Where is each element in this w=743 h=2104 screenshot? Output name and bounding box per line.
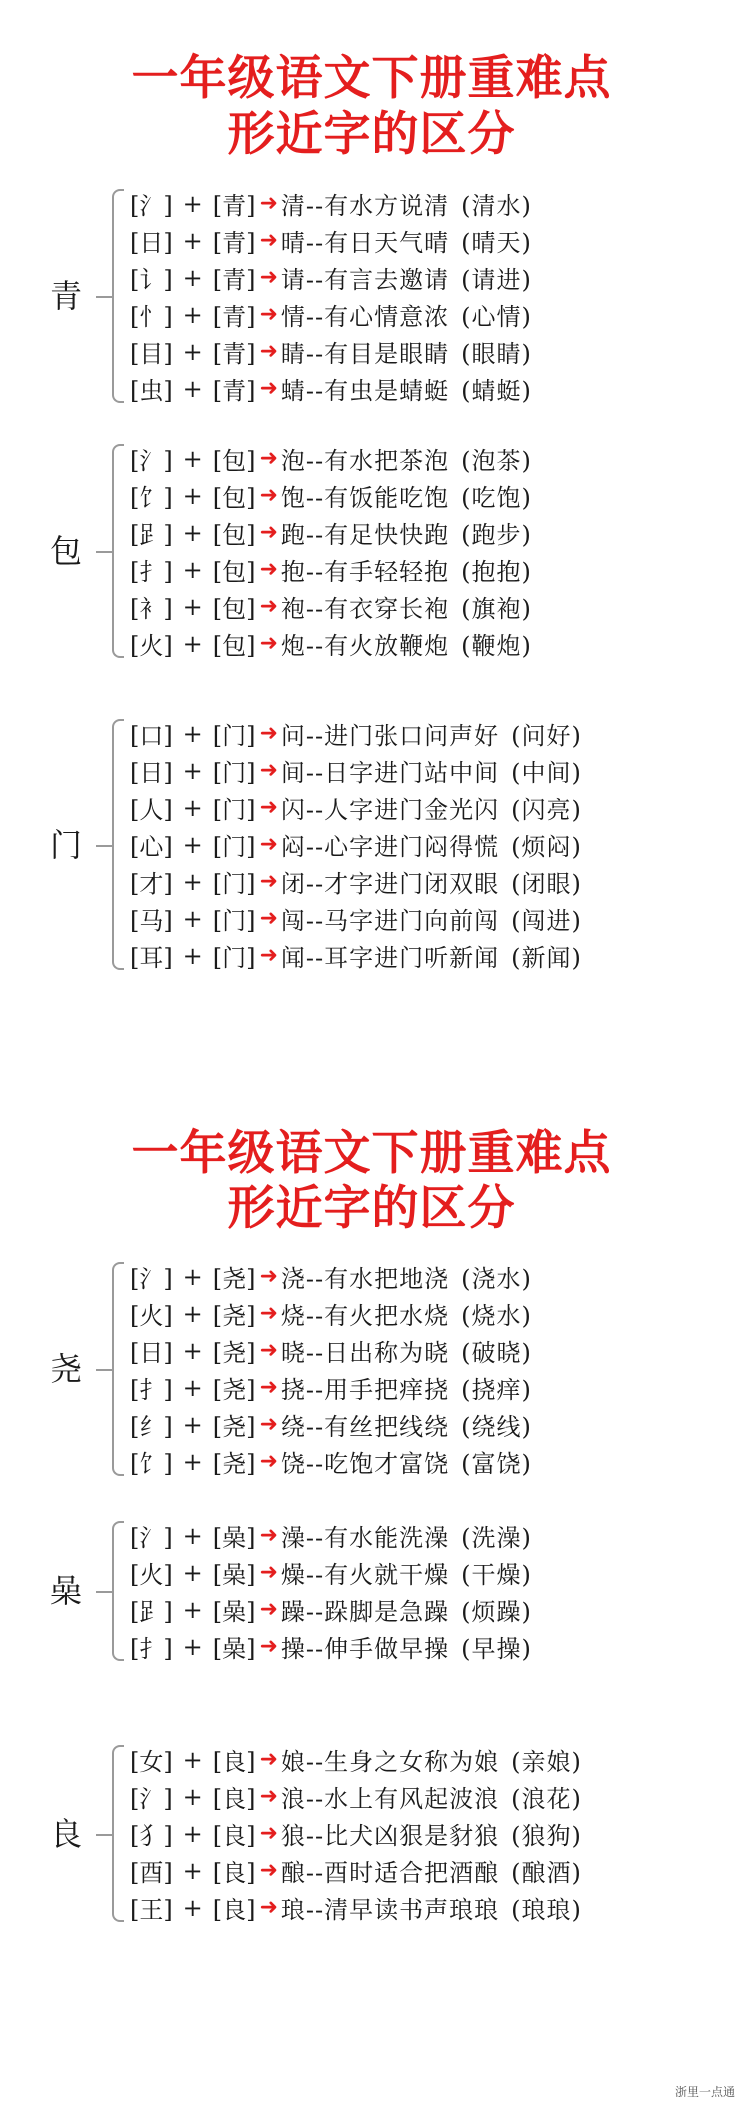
character-row [130,900,582,937]
plus-sign: + [182,1447,203,1476]
radical-part: [纟] [130,1413,173,1441]
example-word: (闯进) [511,907,582,935]
character-row [130,1591,532,1628]
example-word: (清水) [461,192,532,220]
base-part: [包] [212,632,256,660]
radical-part: [𧾷] [130,521,173,549]
group-base-character: 青 [50,277,83,315]
arrow-icon: ➜ [259,1412,278,1437]
example-word: (眼睛) [461,340,532,368]
group-men [0,715,743,974]
mnemonic-sentence: 浪--水上有风起波浪 [280,1785,500,1813]
arrow-icon: ➜ [259,869,278,894]
plus-sign: + [182,300,203,329]
character-row [130,185,532,222]
group-yao [0,1258,743,1480]
base-part: [门] [212,833,256,861]
plus-sign: + [182,1336,203,1365]
mnemonic-sentence: 闭--才字进门闭双眼 [280,870,500,898]
mnemonic-sentence: 问--进门张口问声好 [280,722,500,750]
plus-sign: + [182,1373,203,1402]
plus-sign: + [182,226,203,255]
character-row [130,259,532,296]
group-qing [0,185,743,407]
example-word: (新闻) [511,944,582,972]
radical-part: [氵] [130,1785,173,1813]
base-part: [包] [212,484,256,512]
arrow-icon: ➜ [259,721,278,746]
example-word: (浇水) [461,1265,532,1293]
mnemonic-sentence: 抱--有手轻轻抱 [280,558,450,586]
plus-sign: + [182,941,203,970]
example-word: (心情) [461,303,532,331]
radical-part: [氵] [130,1265,173,1293]
character-row [130,1554,532,1591]
mnemonic-sentence: 饱--有饭能吃饱 [280,484,450,512]
character-row [130,1517,532,1554]
section-1-title-line-2: 形近字的区分 [227,107,516,162]
radical-part: [马] [130,907,173,935]
plus-sign: + [182,189,203,218]
mnemonic-sentence: 烧--有火把水烧 [280,1302,450,1330]
character-row [130,752,582,789]
section-1-title-line-1: 一年级语文下册重难点 [131,51,612,106]
radical-part: [忄] [130,303,173,331]
base-part: [青] [212,340,256,368]
brace-tick [96,1369,112,1371]
group-base-character: 良 [50,1814,83,1853]
mnemonic-sentence: 晓--日出称为晓 [280,1339,450,1367]
character-row [130,222,532,259]
radical-part: [才] [130,870,173,898]
radical-part: [人] [130,796,173,824]
mnemonic-sentence: 清--有水方说清 [280,192,450,220]
example-word: (破晓) [461,1339,532,1367]
arrow-icon: ➜ [259,265,278,290]
character-row [130,1778,582,1815]
base-part: [青] [212,192,256,220]
mnemonic-sentence: 睛--有目是眼睛 [280,340,450,368]
character-row [130,588,532,625]
arrow-icon: ➜ [259,228,278,253]
arrow-icon: ➜ [259,557,278,582]
character-row [130,370,532,407]
radical-part: [心] [130,833,173,861]
radical-part: [女] [130,1748,173,1776]
character-row [130,296,532,333]
radical-part: [氵] [130,447,173,475]
base-part: [尧] [212,1376,256,1404]
group-brace [112,189,124,403]
arrow-icon: ➜ [259,795,278,820]
base-part: [包] [212,447,256,475]
character-row [130,440,532,477]
example-word: (请进) [461,266,532,294]
mnemonic-sentence: 跑--有足快快跑 [280,521,450,549]
arrow-icon: ➜ [259,1747,278,1772]
mnemonic-sentence: 闷--心字进门闷得慌 [280,833,500,861]
arrow-icon: ➜ [259,376,278,401]
mnemonic-sentence: 狼--比犬凶狠是豺狼 [280,1822,500,1850]
base-part: [门] [212,759,256,787]
mnemonic-sentence: 闯--马字进门向前闯 [280,907,500,935]
radical-part: [饣] [130,484,173,512]
group-base-character: 尧 [50,1350,83,1388]
plus-sign: + [182,629,203,658]
radical-part: [酉] [130,1859,173,1887]
arrow-icon: ➜ [259,446,278,471]
example-word: (狼狗) [511,1822,582,1850]
example-word: (富饶) [461,1450,532,1478]
base-part: [尧] [212,1265,256,1293]
brace-tick [96,1834,112,1836]
example-word: (闪亮) [511,796,582,824]
example-word: (问好) [511,722,582,750]
example-word: (琅琅) [511,1896,582,1924]
character-row [130,514,532,551]
arrow-icon: ➜ [259,339,278,364]
mnemonic-sentence: 晴--有日天气晴 [280,229,450,257]
plus-sign: + [182,481,203,510]
mnemonic-sentence: 情--有心情意浓 [280,303,450,331]
base-part: [门] [212,944,256,972]
character-row [130,551,532,588]
brace-tick [96,845,112,847]
example-word: (鞭炮) [461,632,532,660]
group-zao [0,1517,743,1665]
plus-sign: + [182,263,203,292]
plus-sign: + [182,1632,203,1661]
mnemonic-sentence: 酿--酉时适合把酒酿 [280,1859,500,1887]
arrow-icon: ➜ [259,483,278,508]
plus-sign: + [182,1819,203,1848]
base-part: [门] [212,722,256,750]
radical-part: [𧾷] [130,1598,173,1626]
arrow-icon: ➜ [259,302,278,327]
plus-sign: + [182,1595,203,1624]
arrow-icon: ➜ [259,906,278,931]
character-row [130,625,532,662]
plus-sign: + [182,1521,203,1550]
arrow-icon: ➜ [259,832,278,857]
plus-sign: + [182,374,203,403]
arrow-icon: ➜ [259,1634,278,1659]
character-row [130,826,582,863]
character-row [130,1295,532,1332]
radical-part: [日] [130,229,173,257]
brace-tick [96,551,112,553]
mnemonic-sentence: 燥--有火就干燥 [280,1561,450,1589]
character-row [130,1815,582,1852]
mnemonic-sentence: 琅--清早读书声琅琅 [280,1896,500,1924]
mnemonic-sentence: 炮--有火放鞭炮 [280,632,450,660]
base-part: [尧] [212,1302,256,1330]
group-brace [112,444,124,658]
example-word: (抱抱) [461,558,532,586]
mnemonic-sentence: 绕--有丝把线绕 [280,1413,450,1441]
example-word: (酿酒) [511,1859,582,1887]
arrow-icon: ➜ [259,1375,278,1400]
radical-part: [氵] [130,1524,173,1552]
mnemonic-sentence: 挠--用手把痒挠 [280,1376,450,1404]
plus-sign: + [182,1782,203,1811]
example-word: (中间) [511,759,582,787]
brace-tick [96,1591,112,1593]
plus-sign: + [182,1856,203,1885]
base-part: [喿] [212,1635,256,1663]
base-part: [喿] [212,1561,256,1589]
plus-sign: + [182,592,203,621]
watermark-text: 浙里一点通 [674,2085,735,2099]
radical-part: [扌] [130,1635,173,1663]
radical-part: [耳] [130,944,173,972]
base-part: [尧] [212,1450,256,1478]
plus-sign: + [182,793,203,822]
base-part: [良] [212,1822,256,1850]
base-part: [门] [212,907,256,935]
character-row [130,1258,532,1295]
group-brace [112,719,124,970]
plus-sign: + [182,1893,203,1922]
arrow-icon: ➜ [259,1264,278,1289]
arrow-icon: ➜ [259,758,278,783]
mnemonic-sentence: 间--日字进门站中间 [280,759,500,787]
mnemonic-sentence: 娘--生身之女称为娘 [280,1748,500,1776]
radical-part: [犭] [130,1822,173,1850]
arrow-icon: ➜ [259,1560,278,1585]
example-word: (挠痒) [461,1376,532,1404]
character-row [130,1852,582,1889]
radical-part: [讠] [130,266,173,294]
group-base-character: 喿 [50,1572,83,1610]
arrow-icon: ➜ [259,191,278,216]
base-part: [良] [212,1785,256,1813]
section-2-title-line-1: 一年级语文下册重难点 [131,1126,612,1181]
base-part: [良] [212,1748,256,1776]
arrow-icon: ➜ [259,1784,278,1809]
group-liang [0,1741,743,1926]
example-word: (早操) [461,1635,532,1663]
base-part: [喿] [212,1598,256,1626]
arrow-icon: ➜ [259,1858,278,1883]
base-part: [青] [212,303,256,331]
brace-tick [96,296,112,298]
radical-part: [日] [130,1339,173,1367]
group-base-character: 门 [50,825,83,864]
base-part: [尧] [212,1339,256,1367]
mnemonic-sentence: 操--伸手做早操 [280,1635,450,1663]
group-base-character: 包 [50,532,83,570]
radical-part: [衤] [130,595,173,623]
mnemonic-sentence: 浇--有水把地浇 [280,1265,450,1293]
plus-sign: + [182,444,203,473]
example-word: (吃饱) [461,484,532,512]
group-brace [112,1745,124,1922]
arrow-icon: ➜ [259,1449,278,1474]
mnemonic-sentence: 饶--吃饱才富饶 [280,1450,450,1478]
base-part: [包] [212,595,256,623]
base-part: [门] [212,796,256,824]
base-part: [包] [212,521,256,549]
arrow-icon: ➜ [259,1338,278,1363]
character-row [130,715,582,752]
example-word: (绕线) [461,1413,532,1441]
example-word: (晴天) [461,229,532,257]
example-word: (闭眼) [511,870,582,898]
plus-sign: + [182,756,203,785]
character-row [130,1628,532,1665]
group-brace [112,1521,124,1661]
arrow-icon: ➜ [259,943,278,968]
radical-part: [口] [130,722,173,750]
mnemonic-sentence: 请--有言去邀请 [280,266,450,294]
base-part: [青] [212,377,256,405]
example-word: (洗澡) [461,1524,532,1552]
plus-sign: + [182,337,203,366]
plus-sign: + [182,1262,203,1291]
plus-sign: + [182,1558,203,1587]
plus-sign: + [182,867,203,896]
base-part: [青] [212,266,256,294]
base-part: [良] [212,1896,256,1924]
mnemonic-sentence: 泡--有水把茶泡 [280,447,450,475]
base-part: [青] [212,229,256,257]
arrow-icon: ➜ [259,1523,278,1548]
arrow-icon: ➜ [259,1895,278,1920]
character-row [130,1406,532,1443]
plus-sign: + [182,555,203,584]
arrow-icon: ➜ [259,1301,278,1326]
group-bao [0,440,743,662]
example-word: (旗袍) [461,595,532,623]
radical-part: [目] [130,340,173,368]
mnemonic-sentence: 蜻--有虫是蜻蜓 [280,377,450,405]
radical-part: [火] [130,1561,173,1589]
base-part: [包] [212,558,256,586]
base-part: [门] [212,870,256,898]
radical-part: [火] [130,632,173,660]
character-row [130,863,582,900]
example-word: (干燥) [461,1561,532,1589]
character-row [130,1889,582,1926]
radical-part: [饣] [130,1450,173,1478]
example-word: (烦闷) [511,833,582,861]
radical-part: [扌] [130,1376,173,1404]
section-2-title-line-2: 形近字的区分 [227,1181,516,1236]
plus-sign: + [182,1299,203,1328]
character-row [130,1741,582,1778]
example-word: (泡茶) [461,447,532,475]
character-row [130,1332,532,1369]
mnemonic-sentence: 袍--有衣穿长袍 [280,595,450,623]
plus-sign: + [182,1745,203,1774]
mnemonic-sentence: 闪--人字进门金光闪 [280,796,500,824]
character-row [130,333,532,370]
example-word: (蜻蜓) [461,377,532,405]
arrow-icon: ➜ [259,1597,278,1622]
character-row [130,477,532,514]
base-part: [尧] [212,1413,256,1441]
mnemonic-sentence: 躁--跺脚是急躁 [280,1598,450,1626]
radical-part: [氵] [130,192,173,220]
arrow-icon: ➜ [259,1821,278,1846]
character-row [130,1443,532,1480]
example-word: (亲娘) [511,1748,582,1776]
radical-part: [王] [130,1896,173,1924]
example-word: (跑步) [461,521,532,549]
radical-part: [虫] [130,377,173,405]
plus-sign: + [182,518,203,547]
character-row [130,789,582,826]
plus-sign: + [182,719,203,748]
radical-part: [火] [130,1302,173,1330]
example-word: (烦躁) [461,1598,532,1626]
base-part: [喿] [212,1524,256,1552]
character-row [130,937,582,974]
radical-part: [扌] [130,558,173,586]
group-brace [112,1262,124,1476]
arrow-icon: ➜ [259,631,278,656]
example-word: (浪花) [511,1785,582,1813]
plus-sign: + [182,830,203,859]
radical-part: [日] [130,759,173,787]
plus-sign: + [182,1410,203,1439]
arrow-icon: ➜ [259,594,278,619]
arrow-icon: ➜ [259,520,278,545]
mnemonic-sentence: 闻--耳字进门听新闻 [280,944,500,972]
plus-sign: + [182,904,203,933]
example-word: (烧水) [461,1302,532,1330]
base-part: [良] [212,1859,256,1887]
mnemonic-sentence: 澡--有水能洗澡 [280,1524,450,1552]
character-row [130,1369,532,1406]
